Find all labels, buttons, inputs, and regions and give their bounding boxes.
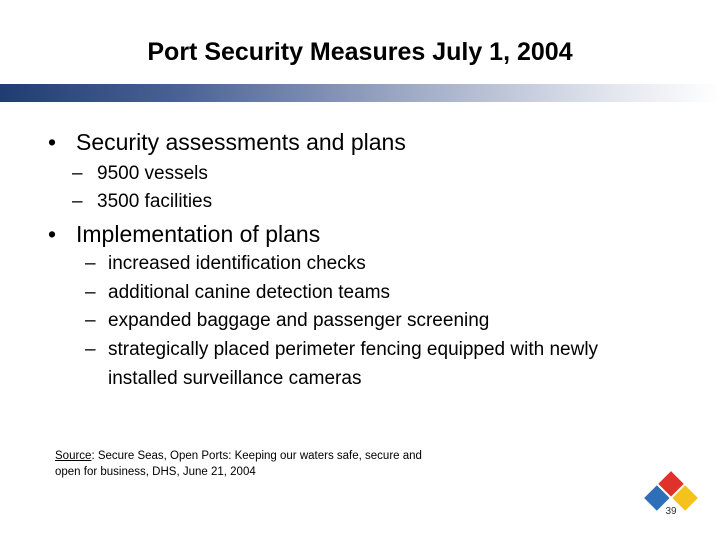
sub-bullet-text: strategically placed perimeter fencing equipped with newly (108, 339, 599, 360)
bullet-dot: • (48, 221, 57, 247)
sub-bullet-text: increased identification checks (108, 253, 366, 274)
sub-bullet-text: 9500 vessels (97, 163, 208, 184)
bullet-dot: • (48, 129, 57, 155)
dash: – (72, 163, 83, 184)
dash: – (85, 310, 96, 331)
sub-bullet-text: expanded baggage and passenger screening (108, 310, 490, 331)
sub-bullet-text: 3500 facilities (97, 191, 213, 212)
dash: – (85, 253, 96, 274)
source-text: : Secure Seas, Open Ports: Keeping our waters safe, secure and (91, 450, 422, 462)
bullet-text: Implementation of plans (76, 221, 321, 247)
source-text-line2: open for business, DHS, June 21, 2004 (55, 466, 256, 478)
dash: – (85, 339, 96, 360)
page-number: 39 (665, 506, 677, 517)
slide-title: Port Security Measures July 1, 2004 (147, 38, 573, 66)
source-label: Source (55, 450, 92, 462)
source-citation (55, 448, 475, 480)
bullet-text: Security assessments and plans (76, 129, 406, 155)
sub-bullet-text: additional canine detection teams (108, 282, 391, 303)
dash: – (72, 191, 83, 212)
dash: – (85, 282, 96, 303)
sub-bullet-text: installed surveillance cameras (108, 368, 362, 389)
hazard-diamond-logo (640, 467, 702, 529)
